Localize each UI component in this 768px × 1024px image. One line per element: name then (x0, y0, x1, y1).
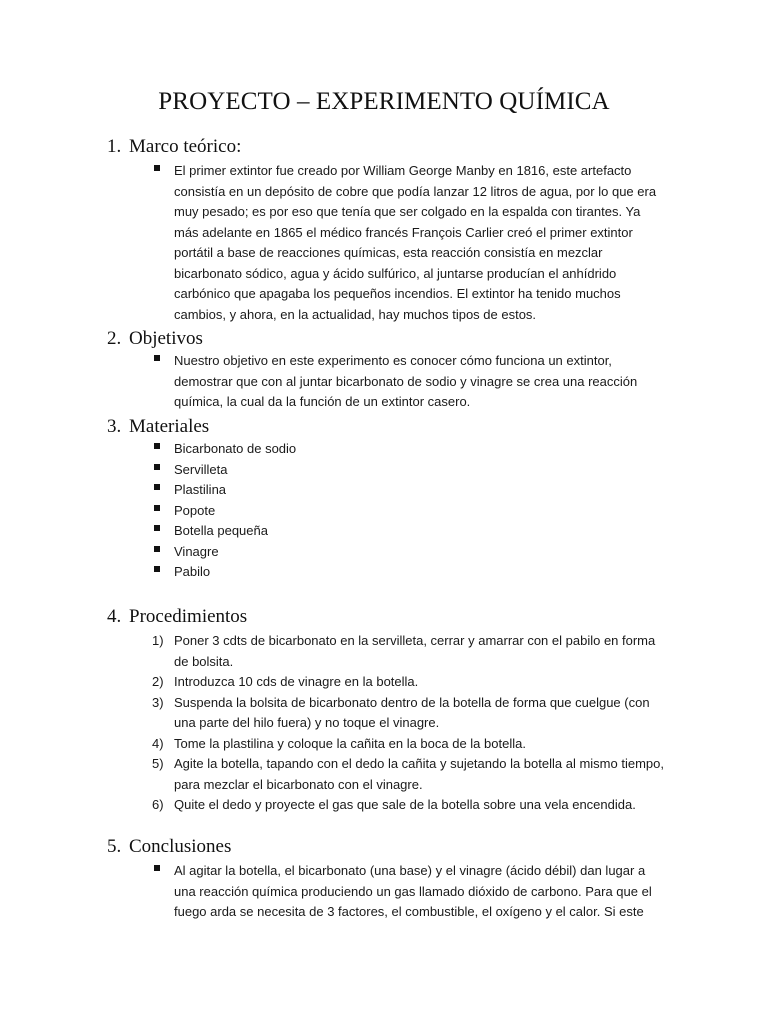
list-item-text: Pabilo (174, 564, 211, 579)
section-number: 2. (107, 328, 122, 349)
item-number: 2) (152, 674, 164, 689)
section-title: Conclusiones (129, 836, 232, 857)
bullet-icon (154, 443, 160, 449)
bullet-list (107, 161, 667, 325)
list-item-text: Plastilina (174, 482, 227, 497)
list-item (107, 693, 667, 734)
list-item (107, 562, 667, 583)
list-item (107, 672, 667, 693)
list-item-text: Bicarbonato de sodio (174, 441, 297, 456)
bullet-icon (154, 464, 160, 470)
list-item (107, 351, 667, 413)
section-number: 5. (107, 836, 122, 857)
list-item (107, 501, 667, 522)
bullet-icon (154, 505, 160, 511)
list-item-text: Botella pequeña (174, 523, 268, 538)
list-item-text: Al agitar la botella, el bicarbonato (una base) y el vinagre (ácido débil) dan lugar a una reacción química produciendo un gas llamado dióxido de carbono. Para que el fuego arda se necesita de 3 factores, el combustible, el oxígeno y el calor. Si este (174, 863, 652, 919)
bullet-icon (154, 165, 160, 171)
item-number: 5) (152, 756, 164, 771)
section-title: Procedimientos (129, 606, 248, 627)
section-number: 1. (107, 136, 122, 157)
list-item (107, 521, 667, 542)
page-title: PROYECTO – EXPERIMENTO QUÍMICA (158, 88, 610, 115)
list-item-text: Poner 3 cdts de bicarbonato en la servilleta, cerrar y amarrar con el pabilo en forma de bolsita. (174, 633, 656, 669)
list-item (107, 542, 667, 563)
bullet-list (107, 861, 667, 923)
bullet-icon (154, 525, 160, 531)
bullet-icon (154, 566, 160, 572)
list-item (107, 734, 667, 755)
section-number: 4. (107, 606, 122, 627)
bullet-icon (154, 355, 160, 361)
list-item-text: Quite el dedo y proyecte el gas que sale de la botella sobre una vela encendida. (174, 797, 636, 812)
section-heading (107, 415, 667, 439)
numbered-list (107, 631, 667, 816)
section-heading (107, 327, 667, 351)
list-item (107, 754, 667, 795)
item-number: 6) (152, 797, 164, 812)
list-item (107, 861, 667, 923)
section-heading (107, 605, 667, 629)
section-number: 3. (107, 416, 122, 437)
section-title: Materiales (129, 416, 210, 437)
list-item (107, 460, 667, 481)
bullet-icon (154, 484, 160, 490)
list-item (107, 795, 667, 816)
bullet-icon (154, 865, 160, 871)
bullet-list (107, 351, 667, 413)
list-item-text: Tome la plastilina y coloque la cañita en la boca de la botella. (174, 735, 526, 751)
list-item-text: Popote (174, 502, 216, 518)
list-item (107, 631, 667, 672)
section-title: Marco teórico: (129, 136, 242, 157)
section-marco-teorico (107, 135, 667, 325)
section-title: Objetivos (129, 328, 203, 349)
section-conclusiones (107, 835, 667, 923)
list-item (107, 439, 667, 460)
section-materiales (107, 415, 667, 583)
list-item-text: Suspenda la bolsita de bicarbonato dentro de la botella de forma que cuelgue (con una parte del hilo fuera) y no toque el vinagre. (174, 694, 650, 730)
list-item-text: El primer extintor fue creado por William George Manby en 1816, este artefacto consistía en un depósito de cobre que podía lanzar 12 litros de agua, por lo que era muy pesado; es por eso que tenía que ser colgado en la espalda con tirantes. Ya más adelante en 1865 el médico francés François Carlier creó el primer extintor portátil a base de reacciones químicas, esta reacción consistía en mezclar bicarbonato sódico, agua y ácido sulfúrico, al juntarse producían el anhídrido carbónico que apagaba los pequeños incendios. El extintor ha tenido muchos cambios, y ahora, en la actualidad, hay muchos tipos de estos. (174, 163, 657, 322)
item-number: 4) (152, 735, 164, 751)
list-item-text: Servilleta (174, 461, 228, 477)
list-item-text: Introduzca 10 cds de vinagre en la botella. (174, 674, 419, 689)
item-number: 3) (152, 694, 164, 710)
section-procedimientos (107, 605, 667, 816)
list-item (107, 480, 667, 501)
bullet-list (107, 439, 667, 583)
section-objetivos (107, 327, 667, 413)
bullet-icon (154, 546, 160, 552)
section-heading (107, 135, 667, 159)
item-number: 1) (152, 633, 164, 648)
list-item (107, 161, 667, 325)
list-item-text: Agite la botella, tapando con el dedo la cañita y sujetando la botella al mismo tiempo, para mezclar el bicarbonato con el vinagre. (174, 756, 664, 792)
list-item-text: Vinagre (174, 543, 219, 559)
list-item-text: Nuestro objetivo en este experimento es conocer cómo funciona un extintor, demostrar que con al juntar bicarbonato de sodio y vinagre se crea una reacción química, la cual da la función de un extintor casero. (174, 353, 638, 409)
section-heading (107, 835, 667, 859)
